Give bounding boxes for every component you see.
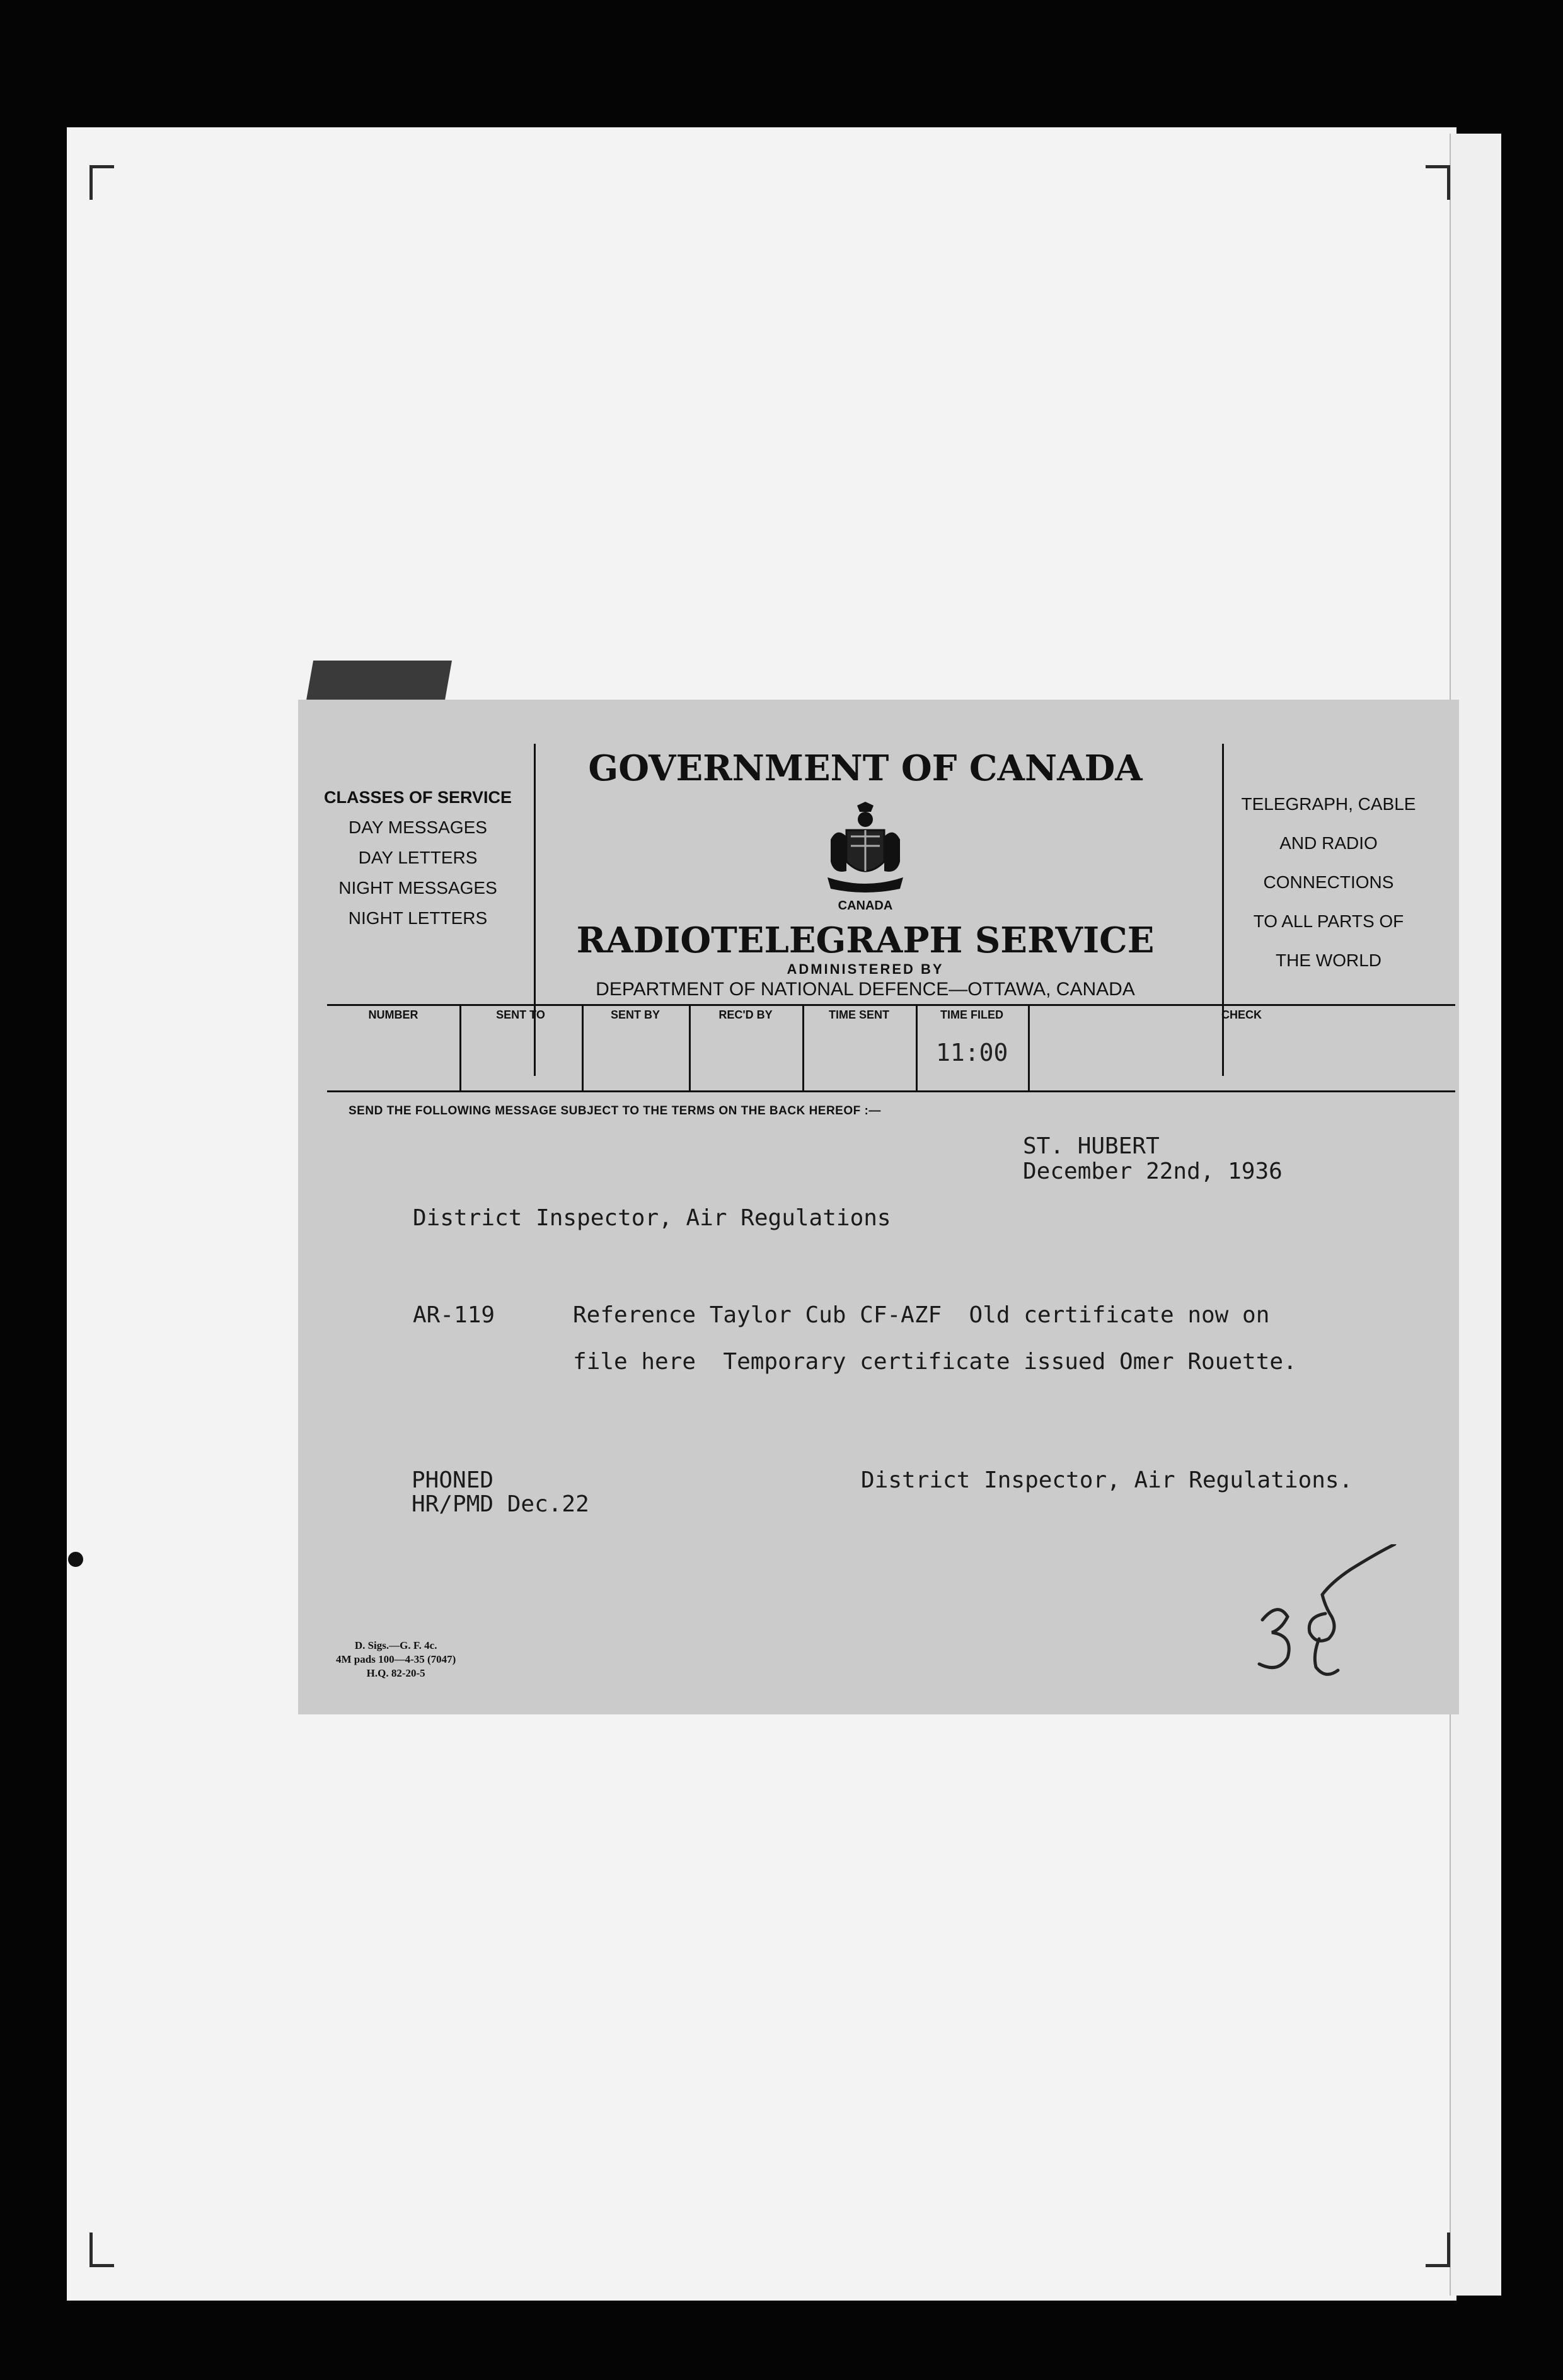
fields-bottom-rule: [327, 1090, 1455, 1092]
form-code-line: D. Sigs.—G. F. 4c.: [354, 1639, 437, 1651]
connections-line: THE WORLD: [1276, 950, 1381, 970]
header-center: [538, 744, 1193, 1076]
form-code: [336, 1639, 456, 1680]
terms-line: SEND THE FOLLOWING MESSAGE SUBJECT TO THE TERMS ON THE BACK HEREOF :—: [349, 1104, 881, 1118]
field-label-time-filed: TIME FILED: [940, 1008, 1003, 1021]
class-item: DAY LETTERS: [358, 848, 478, 867]
message-addressee: District Inspector, Air Regulations: [413, 1205, 891, 1231]
classes-of-service: [323, 744, 512, 1076]
message-body-line2: file here Temporary certificate issued Omer Rouette.: [573, 1349, 1297, 1375]
header-divider-left: [534, 744, 536, 1076]
class-item: DAY MESSAGES: [349, 817, 487, 837]
government-title: GOVERNMENT OF CANADA: [588, 748, 1143, 789]
connections-line: TELEGRAPH, CABLE: [1241, 794, 1416, 814]
time-filed-value: 11:00: [936, 1039, 1008, 1066]
message-reference: AR-119: [413, 1302, 495, 1328]
connections-line: TO ALL PARTS OF: [1253, 911, 1404, 931]
coat-of-arms-icon: [824, 802, 906, 896]
department-line: DEPARTMENT OF NATIONAL DEFENCE—OTTAWA, CANADA: [596, 979, 1135, 1000]
classes-title: CLASSES OF SERVICE: [323, 788, 512, 807]
class-item: NIGHT MESSAGES: [338, 878, 497, 898]
service-title: RADIOTELEGRAPH SERVICE: [576, 920, 1155, 961]
connections-line: AND RADIO: [1279, 833, 1378, 853]
form-header: [298, 744, 1433, 1076]
message-date: December 22nd, 1936: [1023, 1158, 1283, 1184]
classes-list: [323, 817, 512, 928]
telegram-form: [298, 700, 1459, 1714]
crop-mark-bottom-right: [1426, 2233, 1450, 2267]
connections-block: [1225, 744, 1433, 1076]
fields-top-rule: [327, 1004, 1455, 1006]
message-phoned: PHONED: [412, 1467, 494, 1493]
field-label-time-sent: TIME SENT: [828, 1008, 889, 1021]
field-label-recd-by: REC'D BY: [718, 1008, 773, 1021]
field-label-check: CHECK: [1221, 1008, 1262, 1021]
field-label-sent-by: SENT BY: [610, 1008, 660, 1021]
message-initials: HR/PMD Dec.22: [412, 1491, 589, 1517]
message-body-line1: Reference Taylor Cub CF-AZF Old certificate now on: [573, 1302, 1270, 1328]
form-code-line: H.Q. 82-20-5: [366, 1667, 425, 1679]
header-divider-right: [1222, 744, 1224, 1076]
punch-hole: [68, 1552, 83, 1567]
field-label-sent-to: SENT TO: [496, 1008, 545, 1021]
handwritten-page-number: [1243, 1544, 1407, 1708]
crop-mark-top-left: [89, 165, 114, 200]
administered-by: ADMINISTERED BY: [787, 961, 944, 977]
connections-line: CONNECTIONS: [1263, 872, 1394, 892]
field-label-number: NUMBER: [368, 1008, 418, 1021]
crop-mark-bottom-left: [89, 2233, 114, 2267]
crest-caption: CANADA: [838, 899, 893, 913]
message-signature: District Inspector, Air Regulations.: [861, 1467, 1353, 1493]
crop-mark-top-right: [1426, 165, 1450, 200]
class-item: NIGHT LETTERS: [348, 908, 488, 928]
message-place: ST. HUBERT: [1023, 1133, 1160, 1159]
form-code-line: 4M pads 100—4-35 (7047): [336, 1653, 456, 1665]
